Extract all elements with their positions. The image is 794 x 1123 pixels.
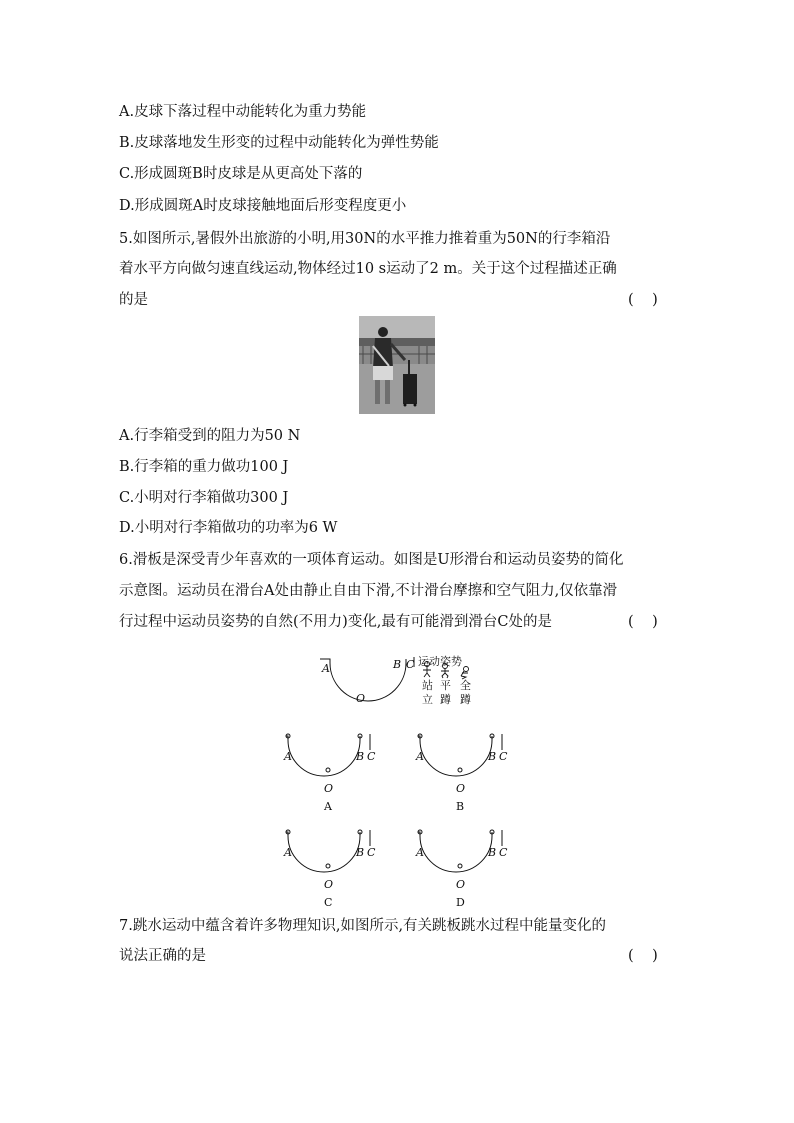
posture-1-char-1: 站 xyxy=(422,679,433,692)
svg-text:B: B xyxy=(488,846,497,859)
posture-3-char-1: 全 xyxy=(460,679,471,692)
posture-1-char-2: 立 xyxy=(422,693,433,706)
q5-stem-line-2: 着水平方向做匀速直线运动,物体经过10 s运动了2 m。关于这个过程描述正确 xyxy=(119,261,617,277)
q4-option-d: D.形成圆斑A时皮球接触地面后形变程度更小 xyxy=(119,198,407,214)
svg-text:O: O xyxy=(324,878,334,891)
svg-text:B: B xyxy=(488,750,497,763)
q5-stem-line-1: 5.如图所示,暑假外出旅游的小明,用30N的水平推力推着重为50N的行李箱沿 xyxy=(119,231,611,247)
choice-d-label: D xyxy=(456,896,465,908)
posture-2-char-2: 蹲 xyxy=(440,693,451,706)
label-a: A xyxy=(322,662,330,675)
choice-c-diagram xyxy=(283,830,376,908)
q6-stem-line-2: 示意图。运动员在滑台A处由静止自由下滑,不计滑台摩擦和空气阻力,仅依靠滑 xyxy=(119,583,618,599)
svg-text:B: B xyxy=(356,846,365,859)
q7-answer-blank: ( ) xyxy=(628,948,658,964)
ramp-choices xyxy=(280,728,520,908)
posture-full-squat-icon xyxy=(461,667,469,680)
choice-c-label: C xyxy=(324,896,333,908)
q5-option-b: B.行李箱的重力做功100 J xyxy=(119,459,289,475)
svg-text:A: A xyxy=(284,846,292,859)
q4-option-a: A.皮球下落过程中动能转化为重力势能 xyxy=(119,104,367,120)
luggage-photo xyxy=(359,316,435,414)
u-ramp-diagram xyxy=(310,655,490,715)
choice-b-label: B xyxy=(456,800,465,813)
q5-option-d: D.小明对行李箱做功的功率为6 W xyxy=(119,520,338,536)
choice-a-diagram xyxy=(283,734,376,813)
legend-title: 运动姿势 xyxy=(418,655,462,668)
svg-text:C: C xyxy=(367,846,376,859)
choice-d-diagram xyxy=(415,830,508,908)
svg-text:O: O xyxy=(456,782,466,795)
q5-option-a: A.行李箱受到的阻力为50 N xyxy=(119,428,301,444)
q4-option-c: C.形成圆斑B时皮球是从更高处下落的 xyxy=(119,166,363,182)
q5-option-c: C.小明对行李箱做功300 J xyxy=(119,490,289,506)
label-c: C xyxy=(406,658,415,671)
label-b: B xyxy=(393,658,402,671)
q6-stem-line-3: 行过程中运动员姿势的自然(不用力)变化,最有可能滑到滑台C处的是 xyxy=(119,614,553,630)
posture-2-char-1: 平 xyxy=(440,679,451,692)
q6-stem-line-1: 6.滑板是深受青少年喜欢的一项体育运动。如图是U形滑台和运动员姿势的简化 xyxy=(119,552,624,568)
choice-b-diagram xyxy=(415,734,508,813)
svg-text:C: C xyxy=(499,750,508,763)
svg-text:B: B xyxy=(356,750,365,763)
svg-text:A: A xyxy=(284,750,292,763)
q4-option-b: B.皮球落地发生形变的过程中动能转化为弹性势能 xyxy=(119,135,439,151)
posture-3-char-2: 蹲 xyxy=(460,693,471,706)
choice-a-label: A xyxy=(324,800,332,813)
q7-stem-line-1: 7.跳水运动中蕴含着许多物理知识,如图所示,有关跳板跳水过程中能量变化的 xyxy=(119,918,607,934)
svg-text:O: O xyxy=(324,782,334,795)
q6-answer-blank: ( ) xyxy=(628,614,658,630)
q5-answer-blank: ( ) xyxy=(628,292,658,308)
svg-text:A: A xyxy=(416,846,424,859)
q7-stem-line-2: 说法正确的是 xyxy=(119,948,206,964)
q5-stem-line-3: 的是 xyxy=(119,292,148,308)
label-o: O xyxy=(356,692,366,705)
svg-text:A: A xyxy=(416,750,424,763)
svg-text:O: O xyxy=(456,878,466,891)
svg-text:C: C xyxy=(499,846,508,859)
svg-text:C: C xyxy=(367,750,376,763)
